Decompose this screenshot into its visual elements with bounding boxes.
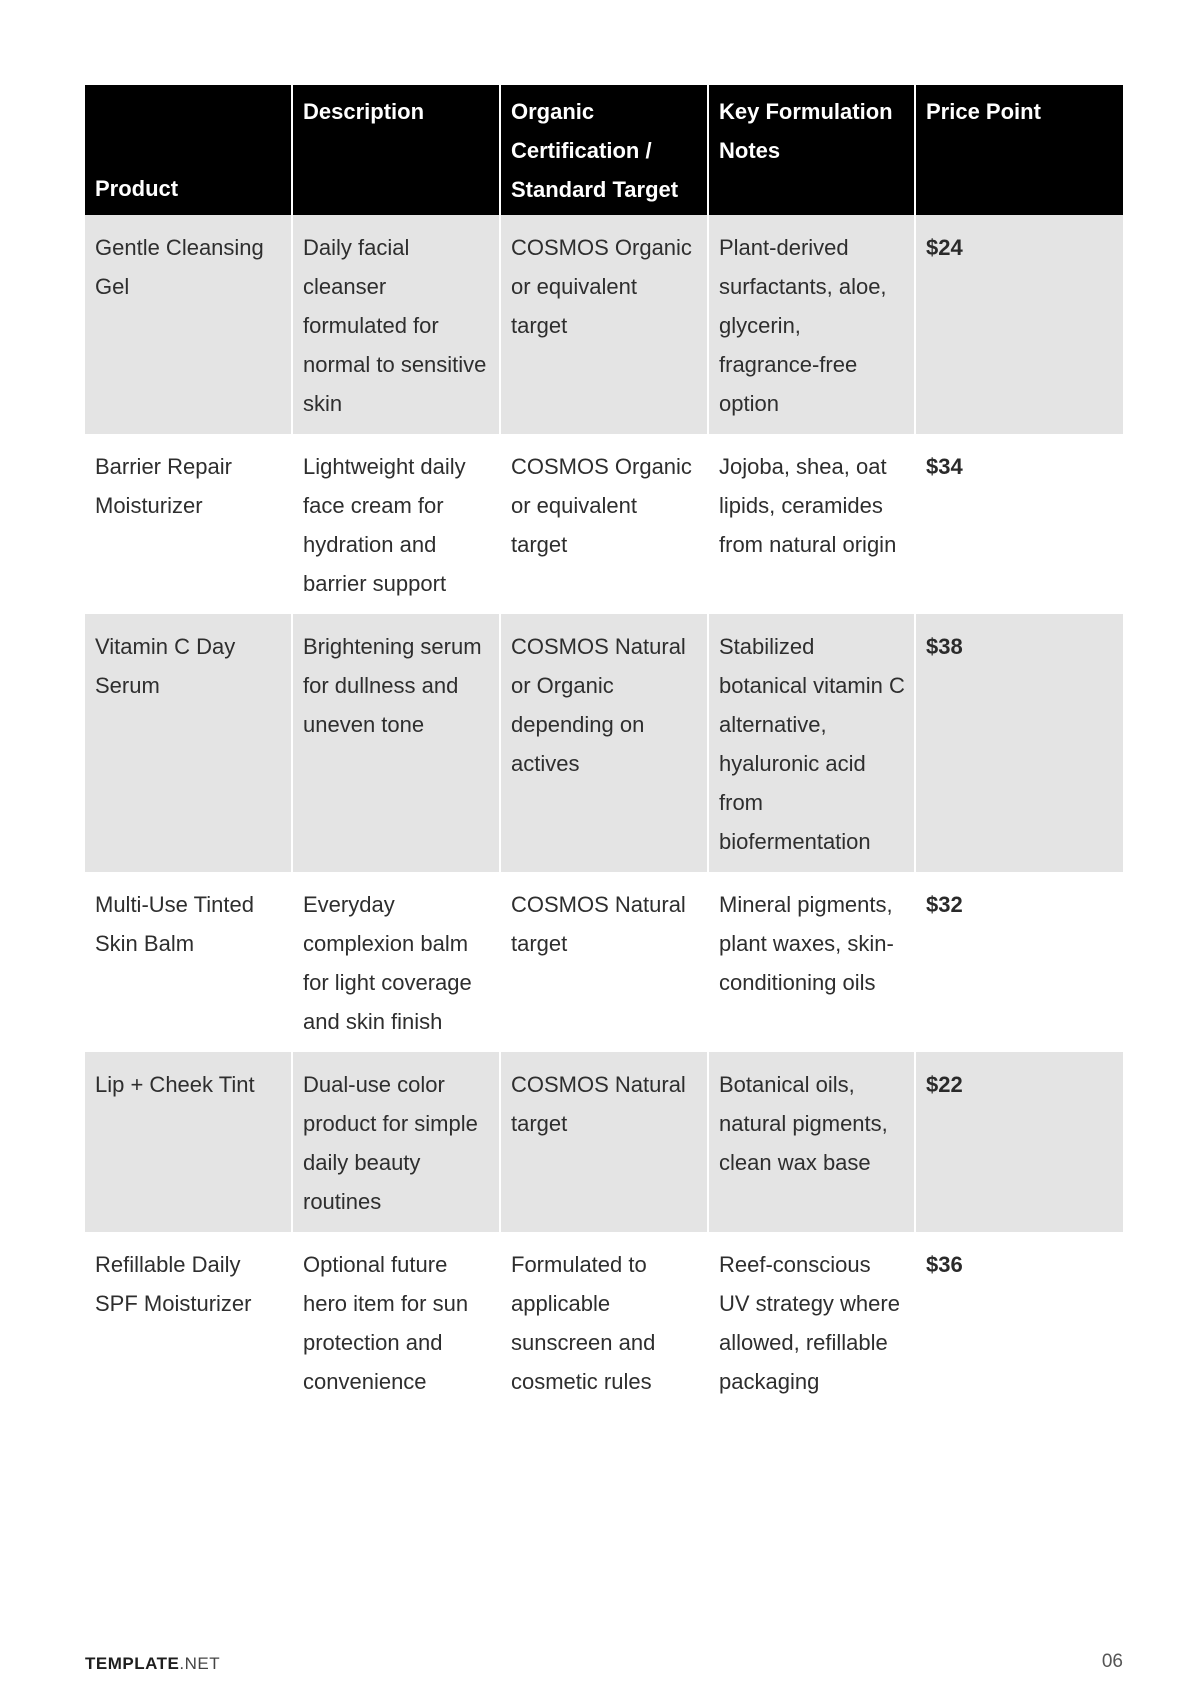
table-row xyxy=(85,215,1123,434)
cell-price: $32 xyxy=(915,872,1123,1052)
cell-description: Everyday complexion balm for light coverage and skin finish xyxy=(292,872,500,1052)
cell-description: Dual-use color product for simple daily beauty routines xyxy=(292,1052,500,1232)
header-description: Description xyxy=(292,85,500,215)
table-row xyxy=(85,434,1123,614)
cell-product: Lip + Cheek Tint xyxy=(85,1052,292,1232)
table-row xyxy=(85,1052,1123,1232)
cell-product: Refillable Daily SPF Moisturizer xyxy=(85,1232,292,1412)
cell-description: Lightweight daily face cream for hydration and barrier support xyxy=(292,434,500,614)
cell-notes: Mineral pigments, plant waxes, skin-conditioning oils xyxy=(708,872,915,1052)
cell-product: Multi-Use Tinted Skin Balm xyxy=(85,872,292,1052)
header-formulation-notes: Key Formulation Notes xyxy=(708,85,915,215)
cell-description: Brightening serum for dullness and uneven tone xyxy=(292,614,500,872)
brand-name: TEMPLATE xyxy=(85,1654,180,1673)
product-table xyxy=(85,85,1123,1412)
cell-product: Barrier Repair Moisturizer xyxy=(85,434,292,614)
header-price-point: Price Point xyxy=(915,85,1123,215)
brand-domain: .NET xyxy=(179,1654,221,1673)
cell-description: Optional future hero item for sun protection and convenience xyxy=(292,1232,500,1412)
cell-product: Gentle Cleansing Gel xyxy=(85,215,292,434)
cell-price: $24 xyxy=(915,215,1123,434)
header-certification: Organic Certification / Standard Target xyxy=(500,85,708,215)
cell-certification: Formulated to applicable sunscreen and cosmetic rules xyxy=(500,1232,708,1412)
cell-notes: Reef-conscious UV strategy where allowed, refillable packaging xyxy=(708,1232,915,1412)
cell-price: $38 xyxy=(915,614,1123,872)
cell-certification: COSMOS Natural target xyxy=(500,1052,708,1232)
cell-certification: COSMOS Natural target xyxy=(500,872,708,1052)
cell-notes: Stabilized botanical vitamin C alternative, hyaluronic acid from biofermentation xyxy=(708,614,915,872)
cell-notes: Botanical oils, natural pigments, clean wax base xyxy=(708,1052,915,1232)
cell-certification: COSMOS Natural or Organic depending on actives xyxy=(500,614,708,872)
table-row xyxy=(85,872,1123,1052)
table-header xyxy=(85,85,1123,215)
cell-certification: COSMOS Organic or equivalent target xyxy=(500,434,708,614)
cell-price: $34 xyxy=(915,434,1123,614)
cell-price: $22 xyxy=(915,1052,1123,1232)
cell-certification: COSMOS Organic or equivalent target xyxy=(500,215,708,434)
table-body xyxy=(85,215,1123,1412)
table-row xyxy=(85,1232,1123,1412)
header-product: Product xyxy=(85,85,292,215)
table-row xyxy=(85,614,1123,872)
cell-description: Daily facial cleanser formulated for normal to sensitive skin xyxy=(292,215,500,434)
cell-price: $36 xyxy=(915,1232,1123,1412)
page-number: 06 xyxy=(1101,1651,1123,1672)
cell-product: Vitamin C Day Serum xyxy=(85,614,292,872)
cell-notes: Plant-derived surfactants, aloe, glycerin, fragrance-free option xyxy=(708,215,915,434)
cell-notes: Jojoba, shea, oat lipids, ceramides from natural origin xyxy=(708,434,915,614)
footer-brand-logo xyxy=(85,1654,220,1674)
header-row xyxy=(85,85,1123,215)
